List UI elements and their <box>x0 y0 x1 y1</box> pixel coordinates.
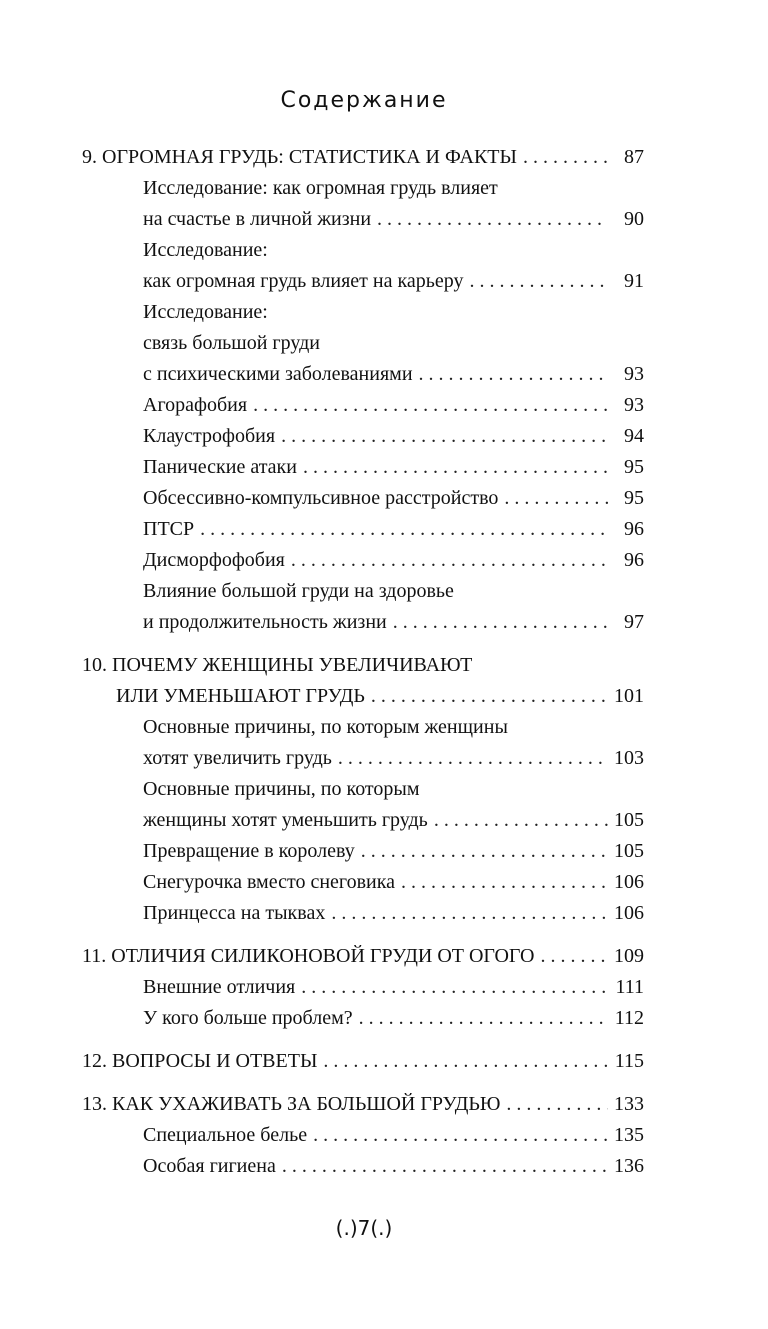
toc-entry-text: Обсессивно-компульсивное расстройство <box>143 487 499 509</box>
toc-chapter-10 <box>82 650 644 681</box>
leader-dots <box>323 1046 608 1077</box>
toc-entry-text: Превращение в королеву <box>143 840 355 862</box>
toc-entry <box>82 173 644 204</box>
toc-entry <box>82 743 644 774</box>
leader-dots <box>470 266 608 297</box>
page-number: 90 <box>624 208 644 230</box>
leader-dots <box>419 359 608 390</box>
toc-entry <box>82 514 644 545</box>
page-number: 105 <box>614 840 644 862</box>
toc-entry-text: Панические атаки <box>143 456 297 478</box>
toc-entry <box>82 576 644 607</box>
leader-dots <box>540 941 608 972</box>
leader-dots <box>377 204 608 235</box>
toc-entry-text: Основные причины, по которым женщины <box>143 716 508 738</box>
leader-dots <box>282 1151 608 1182</box>
leader-dots <box>301 972 608 1003</box>
toc-entry <box>82 545 644 576</box>
toc-entry-text: Основные причины, по которым <box>143 778 420 800</box>
page-number: 105 <box>614 809 644 831</box>
toc-entry-text: Клаустрофобия <box>143 425 276 447</box>
toc-entry <box>82 898 644 929</box>
toc-entry <box>82 266 644 297</box>
toc-entry-text: Дисморфофобия <box>143 549 285 571</box>
toc-chapter-title: 12. ВОПРОСЫ И ОТВЕТЫ <box>82 1050 318 1072</box>
leader-dots <box>359 1003 608 1034</box>
toc-entry <box>82 204 644 235</box>
page-number: 115 <box>614 1050 644 1072</box>
leader-dots <box>281 421 608 452</box>
toc-entry-text: женщины хотят уменьшить грудь <box>143 809 428 831</box>
page-number: 95 <box>624 456 644 478</box>
page-number: 96 <box>624 518 644 540</box>
leader-dots <box>253 390 608 421</box>
page-number: 87 <box>624 146 644 168</box>
toc-entry-text: связь большой груди <box>143 332 320 354</box>
page-number: 106 <box>614 902 644 924</box>
toc-entry-text: Снегурочка вместо снеговика <box>143 871 396 893</box>
leader-dots <box>523 142 608 173</box>
leader-dots <box>434 805 608 836</box>
toc-entry <box>82 483 644 514</box>
page-number: 133 <box>614 1093 644 1115</box>
toc-chapter-title: 11. ОТЛИЧИЯ СИЛИКОНОВОЙ ГРУДИ ОТ ОГОГО <box>82 945 535 967</box>
leader-dots <box>504 483 608 514</box>
toc-entry-text: ПТСР <box>143 518 195 540</box>
toc-entry <box>82 297 644 328</box>
toc-entry <box>82 390 644 421</box>
toc-chapter-title: 9. ОГРОМНАЯ ГРУДЬ: СТАТИСТИКА И ФАКТЫ <box>82 146 517 168</box>
toc-entry-text: на счастье в личной жизни <box>143 208 372 230</box>
leader-dots <box>338 743 608 774</box>
toc-entry <box>82 805 644 836</box>
toc-entry-text: Специальное белье <box>143 1124 308 1146</box>
toc-entry <box>82 1151 644 1182</box>
toc-entry-text: хотят увеличить грудь <box>143 747 332 769</box>
toc-entry-text: У кого больше проблем? <box>143 1007 353 1029</box>
toc-entry-text: Внешние отличия <box>143 976 296 998</box>
page-number: 106 <box>614 871 644 893</box>
toc-entry <box>82 712 644 743</box>
toc-chapter-13 <box>82 1089 644 1120</box>
toc-entry <box>82 972 644 1003</box>
toc-entry <box>82 867 644 898</box>
leader-dots <box>291 545 608 576</box>
toc-chapter-10-cont <box>82 681 644 712</box>
toc-entry <box>82 328 644 359</box>
page-number: 97 <box>624 611 644 633</box>
page-title: Содержание <box>280 88 448 113</box>
toc-entry-text: Агорафобия <box>143 394 248 416</box>
toc-entry-text: Принцесса на тыквах <box>143 902 326 924</box>
toc-entry <box>82 359 644 390</box>
toc-entry <box>82 421 644 452</box>
leader-dots <box>361 836 608 867</box>
toc-entry <box>82 1003 644 1034</box>
toc-chapter-title: ИЛИ УМЕНЬШАЮТ ГРУДЬ <box>116 685 365 707</box>
page-number: 96 <box>624 549 644 571</box>
page-folio: (.)7(.) <box>335 1216 393 1240</box>
page-number: 111 <box>615 976 644 998</box>
toc-entry <box>82 836 644 867</box>
toc-entry-text: с психическими заболеваниями <box>143 363 413 385</box>
toc-entry-text: Исследование: как огромная грудь влияет <box>143 177 498 199</box>
page-number: 136 <box>614 1155 644 1177</box>
page-number: 94 <box>624 425 644 447</box>
table-of-contents <box>82 142 644 1182</box>
page-number: 135 <box>614 1124 644 1146</box>
page-number: 109 <box>614 945 644 967</box>
leader-dots <box>200 514 608 545</box>
page-number: 93 <box>624 363 644 385</box>
page-number: 112 <box>614 1007 644 1029</box>
toc-entry <box>82 607 644 638</box>
leader-dots <box>313 1120 608 1151</box>
toc-entry-text: Влияние большой груди на здоровье <box>143 580 454 602</box>
toc-entry <box>82 774 644 805</box>
toc-entry <box>82 1120 644 1151</box>
leader-dots <box>393 607 608 638</box>
page-number: 95 <box>624 487 644 509</box>
toc-entry-text: как огромная грудь влияет на карьеру <box>143 270 464 292</box>
toc-entry-text: Исследование: <box>143 239 268 261</box>
toc-entry-text: Исследование: <box>143 301 268 323</box>
toc-chapter-title: 13. КАК УХАЖИВАТЬ ЗА БОЛЬШОЙ ГРУДЬЮ <box>82 1093 501 1115</box>
toc-chapter-title: 10. ПОЧЕМУ ЖЕНЩИНЫ УВЕЛИЧИВАЮТ <box>82 654 473 676</box>
leader-dots <box>331 898 608 929</box>
page-number: 101 <box>614 685 644 707</box>
toc-entry <box>82 235 644 266</box>
toc-chapter-11 <box>82 941 644 972</box>
leader-dots <box>303 452 608 483</box>
toc-chapter-12 <box>82 1046 644 1077</box>
leader-dots <box>506 1089 608 1120</box>
page-number: 93 <box>624 394 644 416</box>
leader-dots <box>401 867 608 898</box>
page-number: 91 <box>624 270 644 292</box>
toc-entry-text: Особая гигиена <box>143 1155 276 1177</box>
toc-chapter-9 <box>82 142 644 173</box>
leader-dots <box>371 681 608 712</box>
toc-entry <box>82 452 644 483</box>
toc-entry-text: и продолжительность жизни <box>143 611 387 633</box>
page-number: 103 <box>614 747 644 769</box>
